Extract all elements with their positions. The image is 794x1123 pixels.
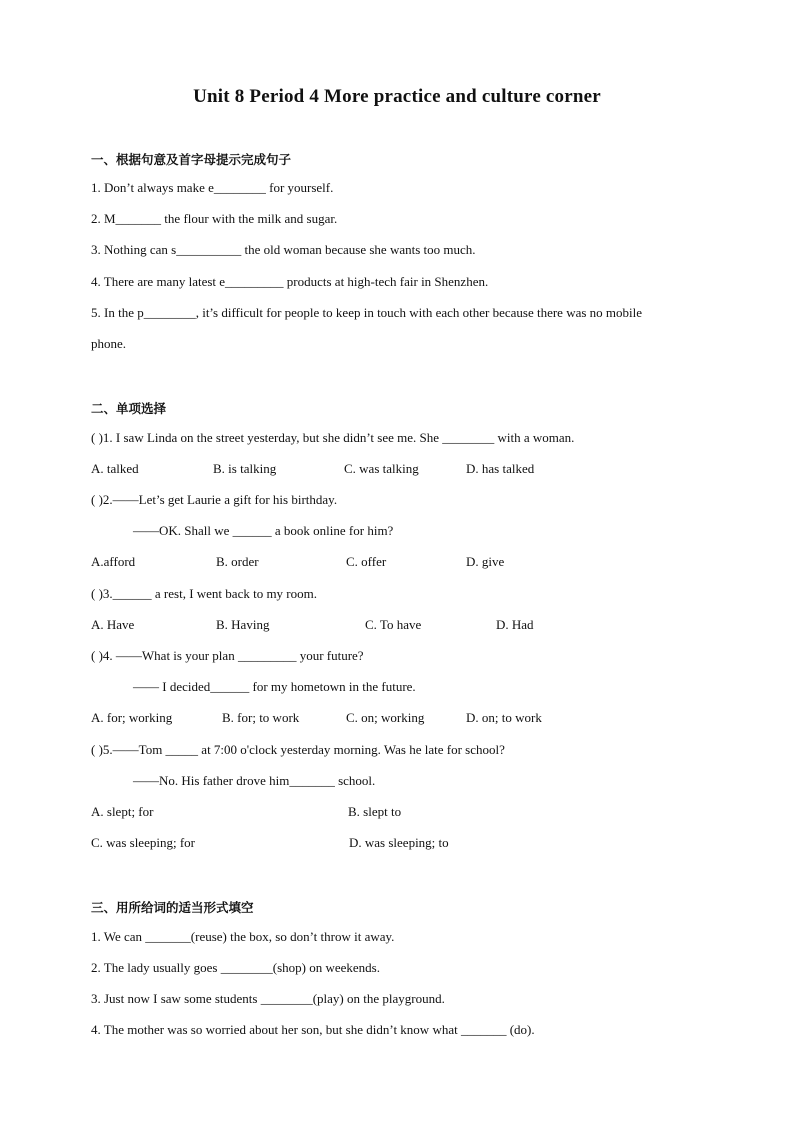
question-1-option-a: A. talked	[91, 461, 139, 476]
question-5-option-b: B. slept to	[348, 804, 402, 819]
section-3-item: 2. The lady usually goes ________(shop) on weekends.	[91, 960, 380, 975]
section-2-heading: 二、单项选择	[91, 401, 167, 416]
question-2-option-d: D. give	[466, 554, 505, 569]
page-title: Unit 8 Period 4 More practice and culture corner	[193, 86, 601, 107]
question-2-option-b: B. order	[216, 554, 259, 569]
question-4-option-d: D. on; to work	[466, 710, 542, 725]
question-4-option-b: B. for; to work	[222, 710, 300, 725]
section-1-item: 3. Nothing can s__________ the old woman because she wants too much.	[91, 242, 476, 257]
section-3-item: 1. We can _______(reuse) the box, so don’t throw it away.	[91, 929, 395, 944]
question-1-option-c: C. was talking	[344, 461, 419, 476]
section-3-item: 3. Just now I saw some students ________(play) on the playground.	[91, 991, 445, 1006]
question-3-stem: ( )3.______ a rest, I went back to my room.	[91, 586, 318, 601]
question-5-reply: ——No. His father drove him_______ school.	[133, 773, 376, 788]
question-3-option-d: D. Had	[496, 617, 534, 632]
section-3-item: 4. The mother was so worried about her son, but she didn’t know what _______ (do).	[91, 1022, 535, 1037]
question-4-reply: —— I decided______ for my hometown in the future.	[133, 679, 416, 694]
question-4-option-a: A. for; working	[91, 710, 173, 725]
question-4-option-c: C. on; working	[346, 710, 425, 725]
question-1-option-d: D. has talked	[466, 461, 535, 476]
section-1-item: 2. M_______ the flour with the milk and sugar.	[91, 211, 338, 226]
question-1-option-b: B. is talking	[213, 461, 277, 476]
question-4-stem: ( )4. ——What is your plan _________ your future?	[91, 648, 364, 663]
section-1-item: 1. Don’t always make e________ for yourself.	[91, 180, 334, 195]
section-1-heading: 一、根据句意及首字母提示完成句子	[91, 152, 292, 167]
question-5-option-a: A. slept; for	[91, 804, 154, 819]
question-2-option-a: A.afford	[91, 554, 136, 569]
question-1-stem: ( )1. I saw Linda on the street yesterday, but she didn’t see me. She ________ with a woman.	[91, 430, 575, 445]
question-5-option-c: C. was sleeping; for	[91, 835, 195, 850]
question-3-option-a: A. Have	[91, 617, 135, 632]
question-3-option-c: C. To have	[365, 617, 422, 632]
section-1-item: 4. There are many latest e_________ products at high-tech fair in Shenzhen.	[91, 274, 489, 289]
question-5-stem: ( )5.——Tom _____ at 7:00 o'clock yesterday morning. Was he late for school?	[91, 742, 505, 757]
section-1-item-continued: phone.	[91, 336, 127, 351]
question-3-option-b: B. Having	[216, 617, 270, 632]
question-2-option-c: C. offer	[346, 554, 387, 569]
question-5-option-d: D. was sleeping; to	[349, 835, 449, 850]
question-2-stem: ( )2.——Let’s get Laurie a gift for his birthday.	[91, 492, 338, 507]
question-2-reply: ——OK. Shall we ______ a book online for him?	[133, 523, 394, 538]
section-1-item: 5. In the p________, it’s difficult for people to keep in touch with each other because there was no mobile	[91, 305, 643, 320]
section-3-heading: 三、用所给词的适当形式填空	[91, 900, 254, 915]
